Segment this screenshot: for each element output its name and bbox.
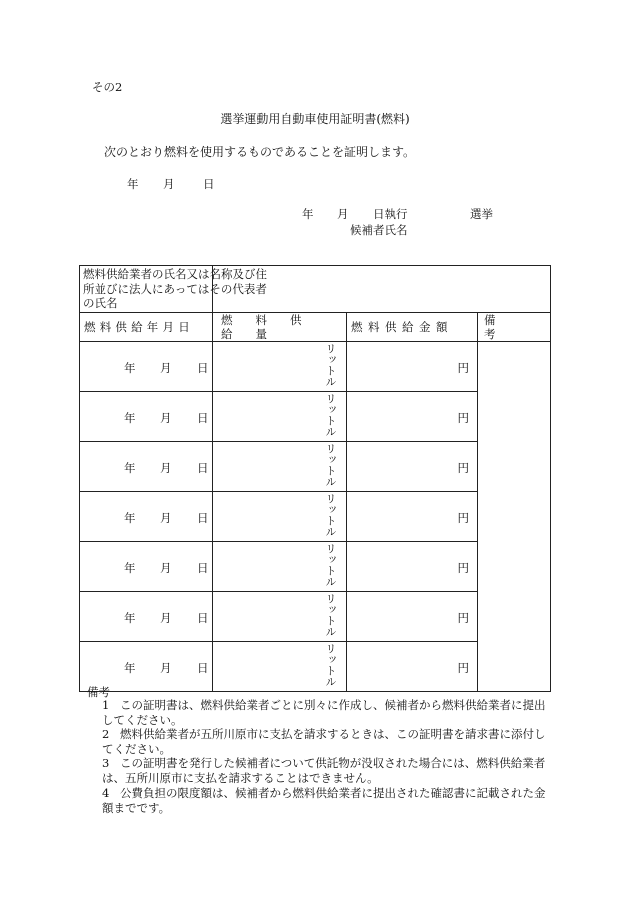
row-day-label: 日	[197, 511, 209, 525]
amount-cell[interactable]	[347, 642, 478, 692]
quantity-cell[interactable]	[213, 592, 347, 642]
yen-unit-label: 円	[457, 561, 469, 575]
row-day-label: 日	[197, 561, 209, 575]
election-year-label: 年	[302, 207, 314, 221]
election-line	[302, 206, 493, 222]
row-month-label: 月	[160, 611, 172, 625]
row-year-label: 年	[124, 411, 136, 425]
yen-unit-label: 円	[457, 461, 469, 475]
amount-cell[interactable]	[347, 492, 478, 542]
notes-heading: 備考	[87, 685, 110, 699]
date-cell[interactable]	[80, 542, 213, 592]
row-year-label: 年	[124, 461, 136, 475]
note-number: 4	[102, 786, 110, 800]
header-quantity: 燃料供給量	[213, 313, 347, 342]
date-cell[interactable]	[80, 342, 213, 392]
issue-year-label: 年	[127, 177, 139, 191]
row-day-label: 日	[197, 611, 209, 625]
liter-unit-label: リットル	[324, 393, 337, 437]
note-number: 3	[102, 756, 110, 770]
note-item	[102, 786, 550, 816]
row-month-label: 月	[160, 411, 172, 425]
row-month-label: 月	[160, 511, 172, 525]
note-text: 公費負担の限度額は、候補者から燃料供給業者に提出された確認書に記載された金額までです。	[102, 786, 546, 815]
election-suffix-label: 選挙	[470, 207, 493, 221]
fuel-table	[79, 265, 551, 692]
quantity-cell[interactable]	[213, 542, 347, 592]
table-row	[80, 342, 551, 392]
document-title: 選挙運動用自動車使用証明書(燃料)	[220, 112, 410, 126]
note-item	[102, 727, 550, 757]
issue-date	[127, 176, 215, 192]
row-month-label: 月	[160, 461, 172, 475]
row-month-label: 月	[160, 561, 172, 575]
issue-month-label: 月	[163, 177, 175, 191]
note-text: 燃料供給業者が五所川原市に支払を請求するときは、この証明書を請求書に添付してください。	[102, 727, 546, 756]
date-cell[interactable]	[80, 392, 213, 442]
date-cell[interactable]	[80, 492, 213, 542]
quantity-cell[interactable]	[213, 642, 347, 692]
liter-unit-label: リットル	[324, 343, 337, 387]
amount-cell[interactable]	[347, 442, 478, 492]
row-day-label: 日	[197, 461, 209, 475]
row-day-label: 日	[197, 661, 209, 675]
header-remarks: 備考	[478, 313, 551, 342]
table-header	[80, 313, 551, 342]
election-executed-label: 日執行	[373, 207, 408, 221]
form-number: その2	[92, 80, 123, 94]
liter-unit-label: リットル	[324, 543, 337, 587]
amount-cell[interactable]	[347, 542, 478, 592]
liter-unit-label: リットル	[324, 443, 337, 487]
supplier-label-text: 燃料供給業者の氏名又は名称及び住所並びに法人にあってはその代表者の氏名	[83, 267, 267, 310]
date-cell[interactable]	[80, 592, 213, 642]
candidate-name-label: 候補者氏名	[350, 223, 408, 237]
header-date: 燃料供給年月日	[80, 313, 213, 342]
amount-cell[interactable]	[347, 392, 478, 442]
note-item	[102, 698, 550, 728]
header-amount: 燃料供給金額	[347, 313, 478, 342]
row-year-label: 年	[124, 611, 136, 625]
liter-unit-label: リットル	[324, 593, 337, 637]
row-year-label: 年	[124, 561, 136, 575]
row-year-label: 年	[124, 361, 136, 375]
liter-unit-label: リットル	[324, 493, 337, 537]
election-month-label: 月	[337, 207, 349, 221]
row-month-label: 月	[160, 361, 172, 375]
issue-day-label: 日	[203, 177, 215, 191]
certification-statement: 次のとおり燃料を使用するものであることを証明します。	[104, 145, 416, 159]
row-day-label: 日	[197, 361, 209, 375]
yen-unit-label: 円	[457, 511, 469, 525]
amount-cell[interactable]	[347, 592, 478, 642]
yen-unit-label: 円	[457, 411, 469, 425]
row-year-label: 年	[124, 661, 136, 675]
supplier-row	[80, 266, 551, 313]
liter-unit-label: リットル	[324, 643, 337, 687]
note-number: 2	[102, 727, 110, 741]
note-text: この証明書は、燃料供給業者ごとに別々に作成し、候補者から燃料供給業者に提出してください。	[102, 698, 546, 727]
yen-unit-label: 円	[457, 661, 469, 675]
supplier-label	[80, 266, 267, 313]
amount-cell[interactable]	[347, 342, 478, 392]
row-year-label: 年	[124, 511, 136, 525]
yen-unit-label: 円	[457, 611, 469, 625]
remarks-cell[interactable]	[478, 342, 551, 692]
quantity-cell[interactable]	[213, 392, 347, 442]
note-text: この証明書を発行した候補者について供託物が没収された場合には、燃料供給業者は、五所川原市に支払を請求することはできません。	[102, 756, 546, 785]
quantity-cell[interactable]	[213, 442, 347, 492]
row-month-label: 月	[160, 661, 172, 675]
yen-unit-label: 円	[457, 361, 469, 375]
row-day-label: 日	[197, 411, 209, 425]
quantity-cell[interactable]	[213, 492, 347, 542]
date-cell[interactable]	[80, 442, 213, 492]
note-item	[102, 756, 550, 786]
note-number: 1	[102, 698, 110, 712]
quantity-cell[interactable]	[213, 342, 347, 392]
